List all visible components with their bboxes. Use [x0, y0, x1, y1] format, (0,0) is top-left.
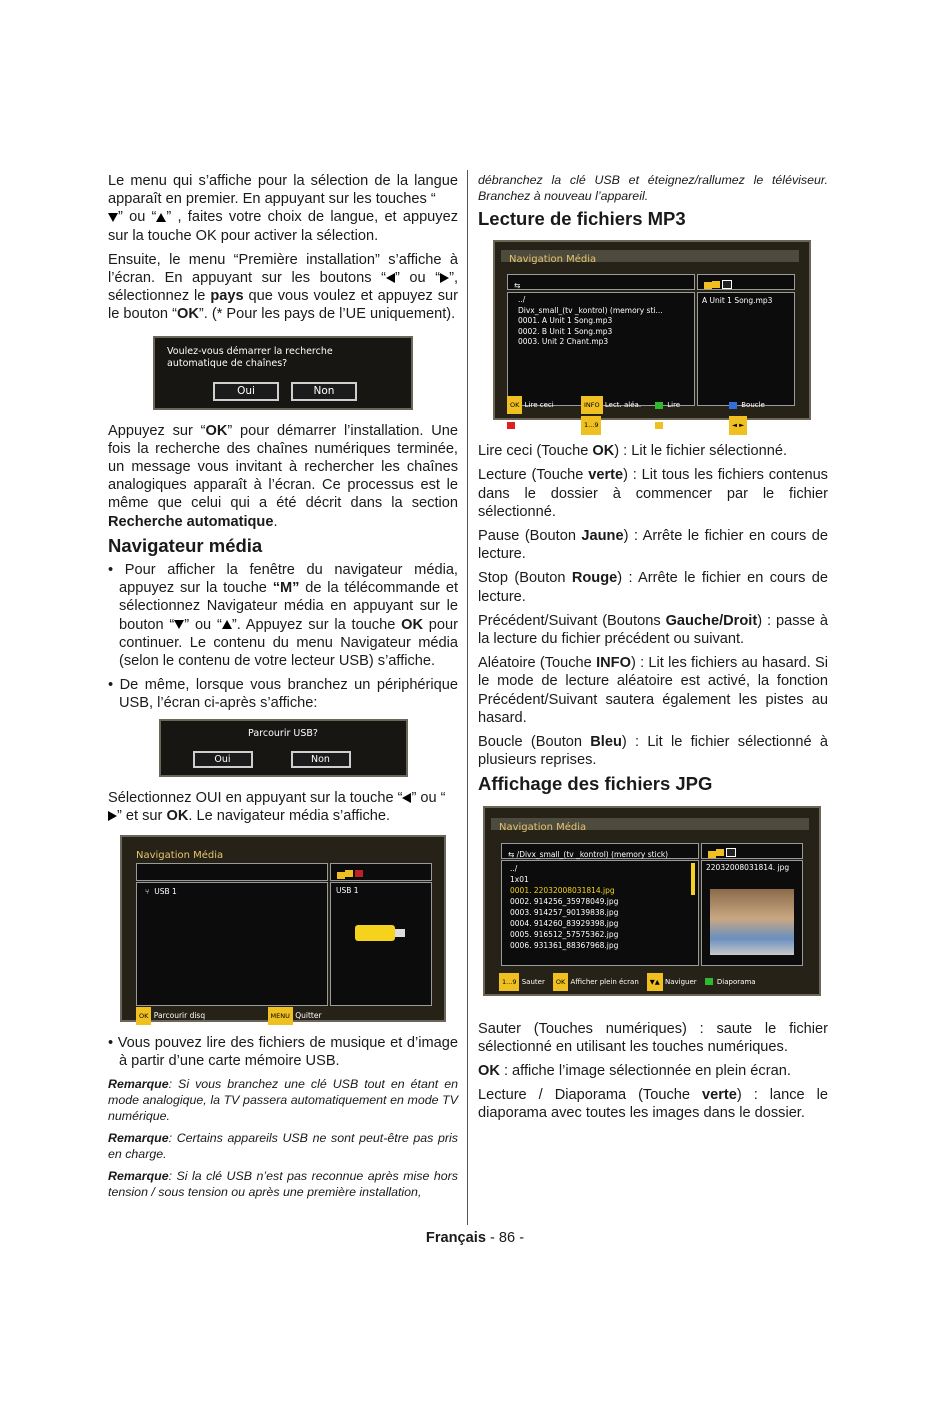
legend-label: Boucle — [741, 401, 765, 410]
nav-list-pane — [507, 292, 695, 406]
mp3-browser-screenshot — [493, 240, 814, 430]
legend-label: Stop — [519, 421, 536, 430]
usb-icon: ⇆ — [514, 281, 521, 291]
file-row[interactable]: 0002. 914256_35978049.jpg — [510, 896, 619, 906]
left-arrow-icon — [386, 273, 395, 283]
down-arrow-icon — [108, 213, 118, 222]
bullet-usb-plug: • De même, lorsque vous branchez un périphérique USB, l’écran ci-après s’affiche: — [108, 677, 458, 712]
nav-toolbar-pane — [697, 274, 795, 290]
left-column — [108, 172, 458, 1206]
nav-list-pane — [501, 860, 699, 966]
right-arrow-icon — [440, 273, 449, 283]
paragraph-language: Le menu qui s’affiche pour la sélection de la langue apparaît en premier. En appuyant sur les touches “ ” ou “ ” , faites votre choix de langue, et appuyez sur la touche OK pour activer la sélection. — [108, 173, 459, 244]
legend-item — [729, 416, 814, 434]
jpg-skip: Sauter (Touches numériques) : saute le fichier sélectionné en utilisant les touches numériques. — [478, 1020, 828, 1055]
media-type-icon — [708, 851, 716, 858]
dialog-no-button[interactable]: Non — [291, 751, 351, 768]
bullet-read-files: • Vous pouvez lire des fichiers de musique et d’image à partir d’une carte mémoire USB. — [108, 1035, 458, 1070]
nav-path-bar — [136, 863, 328, 881]
mp3-pause: Pause (Bouton Jaune) : Arrête le fichier en cours de lecture. — [478, 528, 828, 563]
jpg-browser-screenshot — [483, 806, 821, 996]
legend-key-icon — [705, 978, 713, 985]
nav-toolbar-pane — [701, 843, 803, 859]
nav-preview-pane — [701, 860, 803, 966]
paragraph-first-install: Ensuite, le menu “Première installation” s’affiche à l’écran. En appuyant sur les boutons “ ” ou “ ”, sélectionnez le pays que vous voulez et appuyez sur le bouton “OK”. (* Pour les pays de l’UE uniquement). — [108, 251, 459, 323]
dialog-yes-button[interactable]: Oui — [193, 751, 253, 768]
nav-legend — [499, 971, 815, 991]
media-type-icon — [712, 281, 720, 288]
file-row[interactable]: 0001. 22032008031814.jpg — [510, 885, 615, 895]
right-column — [478, 172, 828, 1129]
media-type-icon — [345, 870, 353, 877]
jpg-slideshow: Lecture / Diaporama (Touche verte) : lance le diaporama avec toutes les images dans le dossier. — [478, 1087, 828, 1122]
media-type-icon — [337, 872, 345, 879]
legend-label: Précédent/Suivant — [749, 421, 814, 430]
file-list — [518, 295, 663, 348]
media-type-icon — [355, 870, 363, 877]
media-browser-usb-screenshot — [120, 835, 446, 1022]
media-type-icon — [726, 848, 736, 857]
legend-key-icon: ▼▲ — [647, 973, 663, 991]
usb-dialog-screenshot — [159, 719, 408, 777]
note-not-recognized: Remarque: Si la clé USB n’est pas reconnue après mise hors tension / sous tension ou après une première installation, — [108, 1169, 458, 1200]
legend-key-icon — [655, 422, 663, 429]
legend-item — [581, 396, 655, 414]
preview-label: USB 1 — [336, 886, 359, 896]
file-row[interactable]: 0005. 916512_57575362.jpg — [510, 929, 619, 939]
file-row[interactable]: 0001. A Unit 1 Song.mp3 — [518, 316, 613, 326]
column-divider — [467, 170, 468, 1225]
nav-preview-pane — [697, 292, 795, 406]
path-text: ⇆ /Divx_small_(tv _kontrol) (memory stick) — [508, 849, 669, 859]
legend-item — [553, 978, 639, 986]
preview-thumbnail — [710, 889, 794, 955]
legend-label: Lire — [667, 401, 681, 410]
file-row[interactable]: 1x01 — [510, 874, 529, 884]
legend-label: Lire ceci — [524, 401, 554, 410]
usb-stick-icon — [355, 925, 395, 941]
nav-list-pane — [136, 882, 328, 1006]
nav-legend: OK Parcourir disq MENU Quitter — [136, 1007, 322, 1025]
legend-label: Afficher plein écran — [570, 977, 639, 986]
nav-toolbar-pane — [330, 863, 432, 881]
dialog-yes-button[interactable]: Oui — [213, 382, 279, 401]
mp3-play-this: Lire ceci (Touche OK) : Lit le fichier sélectionné. — [478, 443, 788, 460]
media-type-icon — [704, 282, 712, 289]
legend-label: Sauter — [521, 977, 545, 986]
legend-item — [499, 978, 545, 986]
note-unsupported: Remarque: Certains appareils USB ne sont peut-être pas pris en charge. — [108, 1131, 458, 1162]
nav-title: Navigation Média — [499, 821, 587, 833]
preview-label: 22032008031814. jpg — [706, 862, 790, 872]
legend-item — [507, 416, 581, 434]
file-row[interactable]: 0006. 931361_88367968.jpg — [510, 940, 619, 950]
nav-title: Navigation Média — [136, 850, 224, 862]
page-number: - 86 - — [485, 1230, 525, 1246]
footer-language: Français — [425, 1230, 486, 1246]
legend-key-icon: OK — [553, 973, 568, 991]
paragraph-start-install: Appuyez sur “OK” pour démarrer l’installation. Une fois la recherche des chaînes numériques terminée, un message vous invitant à rechercher les chaînes analogiques apparaît à l’écran. Ce processus est le même que celui qui a été décrit dans la section Recherche automatique. — [108, 422, 458, 530]
legend-item — [655, 416, 729, 434]
paragraph-select-yes: Sélectionnez OUI en appuyant sur la touche “ ” ou “ ” et sur OK. Le navigateur média s’affiche. — [108, 789, 446, 824]
nav-preview-pane — [330, 882, 432, 1006]
media-type-icon — [716, 849, 724, 856]
usb-item[interactable]: ⑂ USB 1 — [145, 887, 177, 897]
legend-key-icon — [655, 402, 663, 409]
jpg-fullscreen: OK : affiche l’image sélectionnée en plein écran. — [478, 1063, 791, 1080]
scrollbar[interactable] — [691, 863, 695, 895]
nav-path-bar — [507, 274, 695, 290]
legend-item — [581, 416, 655, 434]
right-arrow-icon — [108, 811, 117, 821]
legend-key-icon — [729, 402, 737, 409]
legend-item — [507, 396, 581, 414]
heading-jpg: Affichage des fichiers JPG — [478, 773, 713, 795]
mp3-random: Aléatoire (Touche INFO) : Lit les fichiers au hasard. Si le mode de lecture aléatoire est activé, la fonction Précédent/Suivant sautera également les pistes au hasard. — [478, 655, 828, 726]
legend-label: Sauter — [603, 421, 627, 430]
legend-label: Pause — [667, 421, 688, 430]
dialog-no-button[interactable]: Non — [291, 382, 357, 401]
up-arrow-icon — [156, 213, 166, 222]
note-continued: débranchez la clé USB et éteignez/rallumez le téléviseur. Branchez à nouveau l’appareil. — [478, 173, 828, 203]
legend-key-icon: INFO — [581, 396, 603, 414]
search-dialog-screenshot — [153, 336, 413, 410]
file-row[interactable]: 0004. 914260_83929398.jpg — [510, 918, 619, 928]
mp3-prev-next: Précédent/Suivant (Boutons Gauche/Droit) : passe à la lecture du fichier précédent ou suivant. — [478, 612, 829, 648]
nav-path-bar — [501, 843, 699, 859]
preview-label: A Unit 1 Song.mp3 — [702, 296, 773, 306]
dialog-question: Voulez-vous démarrer la recherche automatique de chaînes? — [167, 345, 333, 369]
legend-label: Lect. aléa. — [604, 401, 642, 410]
bullet-open-browser: • Pour afficher la fenêtre du navigateur média, appuyez sur la touche “M” de la télécommande et sélectionnez Navigateur média en appuyant sur le bouton “ ” ou “ ”. Appuyez sur la touche OK pour continuer. Le contenu du menu Navigateur média (selon le contenu de votre lecteur USB) s’affiche. — [108, 562, 459, 670]
heading-media-browser: Navigateur média — [108, 534, 263, 556]
file-row[interactable]: 0002. B Unit 1 Song.mp3 — [518, 326, 613, 336]
legend-key-icon — [507, 422, 515, 429]
down-arrow-icon — [174, 620, 184, 629]
file-row[interactable]: 0003. Unit 2 Chant.mp3 — [518, 337, 609, 347]
file-row[interactable]: 0003. 914257_90139838.jpg — [510, 907, 619, 917]
nav-legend — [507, 394, 814, 434]
heading-mp3: Lecture de fichiers MP3 — [478, 208, 686, 229]
legend-label: Diaporama — [716, 977, 756, 986]
legend-item — [729, 396, 803, 414]
up-arrow-icon — [222, 620, 232, 629]
legend-key-icon: OK — [507, 396, 522, 414]
legend-key-icon: 1...9 — [581, 416, 601, 434]
nav-title: Navigation Média — [509, 254, 597, 266]
legend-item — [647, 978, 697, 986]
mp3-stop: Stop (Bouton Rouge) : Arrête le fichier en cours de lecture. — [478, 570, 828, 605]
legend-key-icon: ◄ ► — [729, 416, 747, 434]
legend-label: Naviguer — [665, 977, 697, 986]
media-type-icon — [722, 280, 732, 289]
legend-key-icon: 1...9 — [499, 973, 519, 991]
file-row[interactable]: ../ — [518, 295, 526, 305]
legend-item — [655, 396, 729, 414]
file-row[interactable]: ../ — [510, 863, 518, 873]
mp3-play-all: Lecture (Touche verte) : Lit tous les fichiers contenus dans le dossier à commencer par le fichier sélectionné. — [478, 467, 828, 520]
mp3-loop: Boucle (Bouton Bleu) : Lit le fichier sélectionné à plusieurs reprises. — [478, 734, 828, 769]
usb-connector-icon — [395, 929, 405, 937]
note-analog-mode: Remarque: Si vous branchez une clé USB tout en étant en mode analogique, la TV passera automatiquement en mode TV numérique. — [108, 1077, 458, 1124]
legend-item — [705, 978, 756, 986]
dialog-question: Parcourir USB? — [248, 727, 318, 739]
page-footer — [0, 1230, 950, 1246]
file-row[interactable]: Divx_small_(tv _kontrol) (memory sti... — [518, 305, 663, 315]
file-list — [510, 863, 618, 951]
